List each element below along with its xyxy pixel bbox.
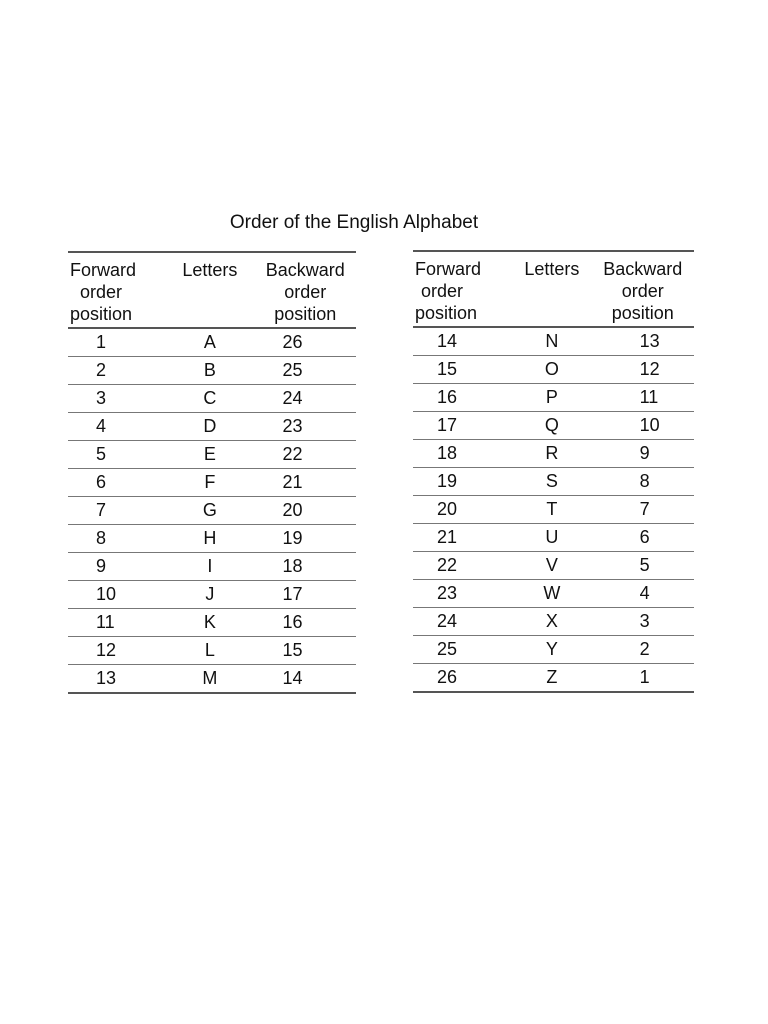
table-row [68, 497, 356, 525]
table-row [68, 413, 356, 441]
backward-position-cell: 22 [255, 441, 356, 469]
forward-position-cell: 8 [68, 525, 165, 553]
forward-position-cell: 16 [413, 384, 512, 412]
letter-cell: P [512, 384, 591, 412]
table-row [68, 469, 356, 497]
table-row [413, 412, 694, 440]
backward-position-cell: 9 [592, 440, 694, 468]
forward-position-cell: 21 [413, 524, 512, 552]
backward-position-cell: 7 [592, 496, 694, 524]
table-row [68, 525, 356, 553]
letter-cell: C [165, 385, 254, 413]
table-row [413, 580, 694, 608]
backward-position-cell: 19 [255, 525, 356, 553]
letter-cell: F [165, 469, 254, 497]
backward-position-cell: 25 [255, 357, 356, 385]
table-row [68, 357, 356, 385]
table-row [68, 441, 356, 469]
table-row [68, 665, 356, 694]
letter-cell: I [165, 553, 254, 581]
letter-cell: S [512, 468, 591, 496]
table-row [413, 440, 694, 468]
letter-cell: U [512, 524, 591, 552]
backward-position-cell: 3 [592, 608, 694, 636]
table-row [68, 328, 356, 357]
letter-cell: A [165, 328, 254, 357]
table-row [413, 468, 694, 496]
forward-order-header [413, 251, 512, 327]
letter-cell: K [165, 609, 254, 637]
backward-header-line3: position [611, 303, 674, 323]
letter-cell: M [165, 665, 254, 694]
letter-cell: Z [512, 664, 591, 693]
forward-header-line3: position [415, 303, 478, 323]
backward-header-line2: order [621, 281, 664, 301]
backward-position-cell: 18 [255, 553, 356, 581]
table-body [68, 328, 356, 693]
forward-position-cell: 5 [68, 441, 165, 469]
backward-header-line2: order [284, 282, 327, 302]
backward-position-cell: 12 [592, 356, 694, 384]
backward-position-cell: 1 [592, 664, 694, 693]
forward-header-line1: Forward [415, 259, 482, 279]
table-row [68, 581, 356, 609]
backward-position-cell: 4 [592, 580, 694, 608]
forward-position-cell: 2 [68, 357, 165, 385]
letter-cell: L [165, 637, 254, 665]
alphabet-table-left [68, 251, 356, 694]
table-row [413, 327, 694, 356]
forward-header-line2: order [421, 281, 464, 301]
backward-position-cell: 8 [592, 468, 694, 496]
table-row [413, 356, 694, 384]
backward-order-header [592, 251, 694, 327]
forward-position-cell: 26 [413, 664, 512, 693]
forward-position-cell: 3 [68, 385, 165, 413]
letter-cell: W [512, 580, 591, 608]
forward-position-cell: 24 [413, 608, 512, 636]
header-row [68, 252, 356, 328]
table-row [413, 552, 694, 580]
forward-header-line1: Forward [70, 260, 137, 280]
forward-position-cell: 14 [413, 327, 512, 356]
table-row [68, 385, 356, 413]
table-row [413, 664, 694, 693]
table-header [68, 252, 356, 328]
forward-position-cell: 10 [68, 581, 165, 609]
header-row [413, 251, 694, 327]
letter-cell: J [165, 581, 254, 609]
backward-position-cell: 15 [255, 637, 356, 665]
forward-order-header [68, 252, 165, 328]
backward-header-line3: position [274, 304, 337, 324]
forward-position-cell: 15 [413, 356, 512, 384]
backward-position-cell: 16 [255, 609, 356, 637]
backward-position-cell: 23 [255, 413, 356, 441]
letters-header [165, 252, 254, 328]
table-row [68, 553, 356, 581]
backward-position-cell: 2 [592, 636, 694, 664]
forward-position-cell: 13 [68, 665, 165, 694]
table-row [68, 637, 356, 665]
letters-header-label: Letters [524, 259, 580, 279]
letter-cell: N [512, 327, 591, 356]
forward-position-cell: 12 [68, 637, 165, 665]
letter-cell: G [165, 497, 254, 525]
letter-cell: H [165, 525, 254, 553]
backward-position-cell: 10 [592, 412, 694, 440]
table-row [413, 496, 694, 524]
forward-position-cell: 6 [68, 469, 165, 497]
forward-header-line2: order [80, 282, 123, 302]
forward-position-cell: 18 [413, 440, 512, 468]
letter-cell: B [165, 357, 254, 385]
table-header [413, 251, 694, 327]
backward-position-cell: 14 [255, 665, 356, 694]
table-row [413, 524, 694, 552]
forward-position-cell: 7 [68, 497, 165, 525]
backward-position-cell: 6 [592, 524, 694, 552]
table-row [413, 384, 694, 412]
forward-position-cell: 23 [413, 580, 512, 608]
backward-position-cell: 20 [255, 497, 356, 525]
table-row [68, 609, 356, 637]
table-row [413, 636, 694, 664]
backward-position-cell: 24 [255, 385, 356, 413]
forward-position-cell: 17 [413, 412, 512, 440]
letters-header [512, 251, 591, 327]
alphabet-table-right [413, 250, 694, 693]
backward-header-line1: Backward [265, 260, 345, 280]
letter-cell: E [165, 441, 254, 469]
backward-position-cell: 5 [592, 552, 694, 580]
table-body [413, 327, 694, 692]
forward-position-cell: 1 [68, 328, 165, 357]
backward-position-cell: 26 [255, 328, 356, 357]
backward-header-line1: Backward [603, 259, 683, 279]
forward-position-cell: 4 [68, 413, 165, 441]
backward-order-header [255, 252, 356, 328]
backward-position-cell: 21 [255, 469, 356, 497]
letter-cell: O [512, 356, 591, 384]
forward-position-cell: 19 [413, 468, 512, 496]
forward-header-line3: position [70, 304, 133, 324]
letter-cell: Y [512, 636, 591, 664]
forward-position-cell: 25 [413, 636, 512, 664]
table-row [413, 608, 694, 636]
backward-position-cell: 13 [592, 327, 694, 356]
backward-position-cell: 11 [592, 384, 694, 412]
page-title: Order of the English Alphabet [229, 212, 479, 233]
forward-position-cell: 20 [413, 496, 512, 524]
letter-cell: D [165, 413, 254, 441]
backward-position-cell: 17 [255, 581, 356, 609]
letters-header-label: Letters [182, 260, 238, 280]
letter-cell: R [512, 440, 591, 468]
letter-cell: Q [512, 412, 591, 440]
letter-cell: V [512, 552, 591, 580]
letter-cell: X [512, 608, 591, 636]
forward-position-cell: 22 [413, 552, 512, 580]
letter-cell: T [512, 496, 591, 524]
forward-position-cell: 11 [68, 609, 165, 637]
forward-position-cell: 9 [68, 553, 165, 581]
